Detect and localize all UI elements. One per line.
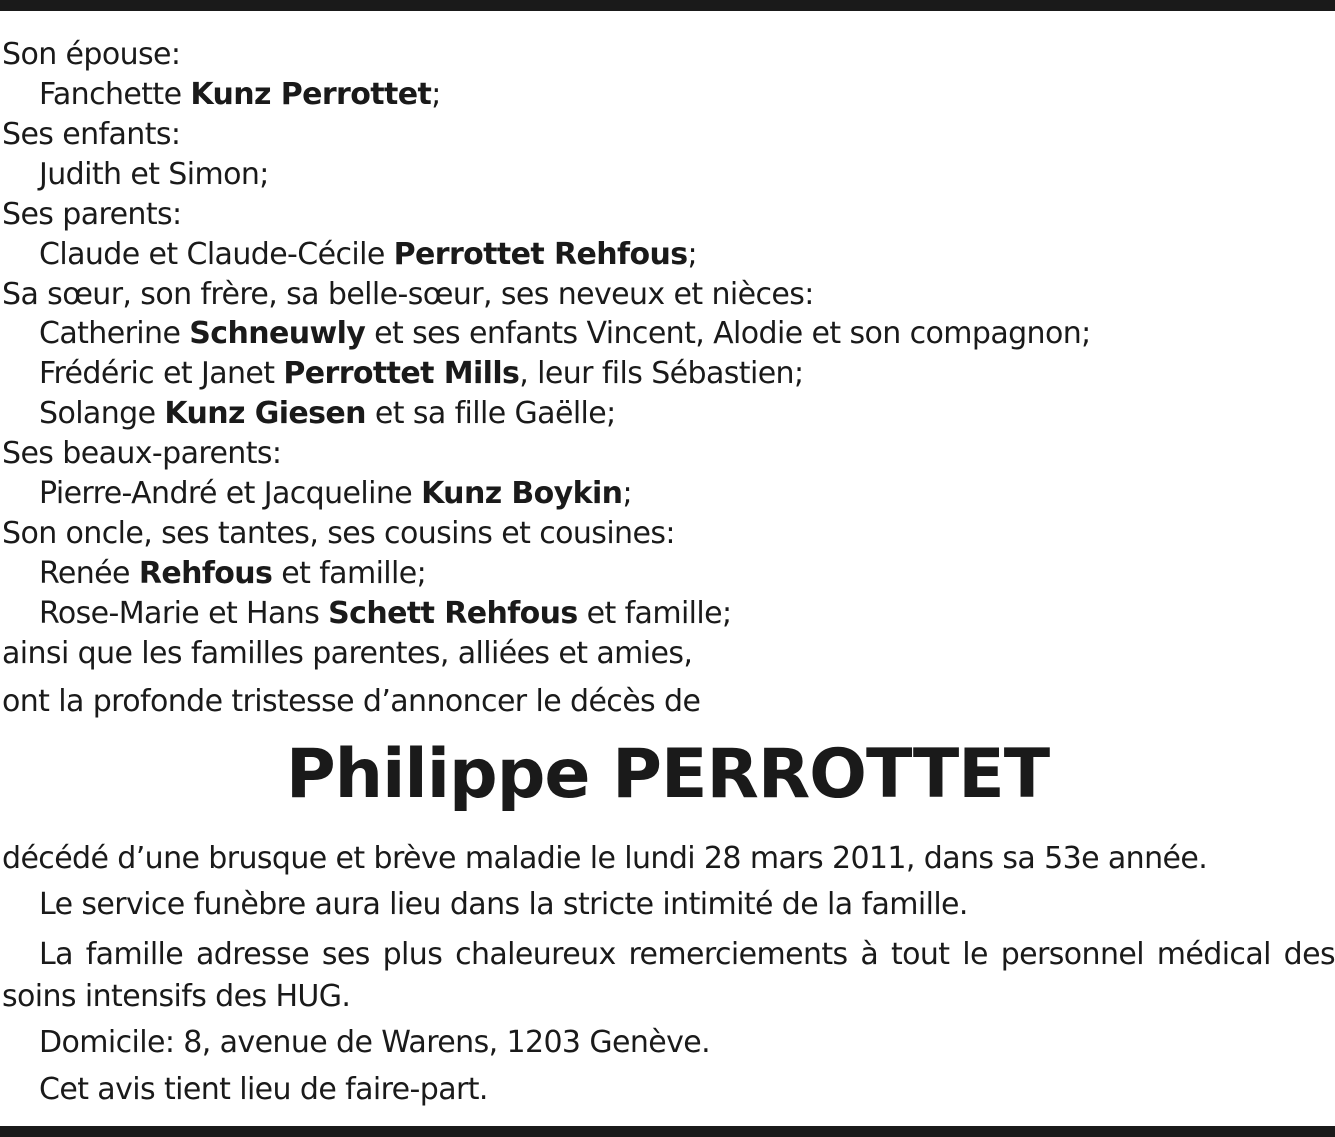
service-paragraph: Le service funèbre aura lieu dans la stricte intimité de la famille. bbox=[39, 887, 968, 922]
death-line: décédé d’une brusque et brève maladie le lundi 28 mars 2011, dans sa 53e année. bbox=[2, 841, 1208, 876]
family-label: Ses parents: bbox=[2, 197, 182, 232]
family-entry: Claude et Claude-Cécile Perrottet Rehfous; bbox=[39, 237, 697, 272]
family-entry: Renée Rehfous et famille; bbox=[39, 556, 427, 591]
family-entry: Catherine Schneuwly et ses enfants Vincent, Alodie et son compagnon; bbox=[39, 316, 1091, 351]
announcement-line: ont la profonde tristesse d’annoncer le décès de bbox=[2, 684, 701, 719]
family-label: Son oncle, ses tantes, ses cousins et cousines: bbox=[2, 516, 675, 551]
bottom-rule bbox=[0, 1126, 1335, 1137]
family-label: Sa sœur, son frère, sa belle-sœur, ses neveux et nièces: bbox=[2, 277, 814, 312]
deceased-name: Philippe PERROTTET bbox=[285, 735, 1050, 814]
family-entry: Rose-Marie et Hans Schett Rehfous et famille; bbox=[39, 596, 732, 631]
closing-family-line: ainsi que les familles parentes, alliées et amies, bbox=[2, 636, 693, 671]
domicile-paragraph: Domicile: 8, avenue de Warens, 1203 Genève. bbox=[39, 1025, 711, 1060]
thanks-paragraph: La famille adresse ses plus chaleureux remerciements à tout le personnel médical des soins intensifs des HUG. bbox=[2, 937, 1335, 1014]
family-label: Son épouse: bbox=[2, 37, 181, 72]
family-entry: Fanchette Kunz Perrottet; bbox=[39, 77, 441, 112]
family-entry: Frédéric et Janet Perrottet Mills, leur fils Sébastien; bbox=[39, 356, 804, 391]
family-label: Ses beaux-parents: bbox=[2, 436, 282, 471]
top-rule bbox=[0, 0, 1335, 11]
family-entry: Pierre-André et Jacqueline Kunz Boykin; bbox=[39, 476, 632, 511]
notice-paragraph: Cet avis tient lieu de faire-part. bbox=[39, 1072, 488, 1107]
family-label: Ses enfants: bbox=[2, 117, 181, 152]
family-entry: Solange Kunz Giesen et sa fille Gaëlle; bbox=[39, 396, 616, 431]
family-entry: Judith et Simon; bbox=[39, 157, 269, 192]
